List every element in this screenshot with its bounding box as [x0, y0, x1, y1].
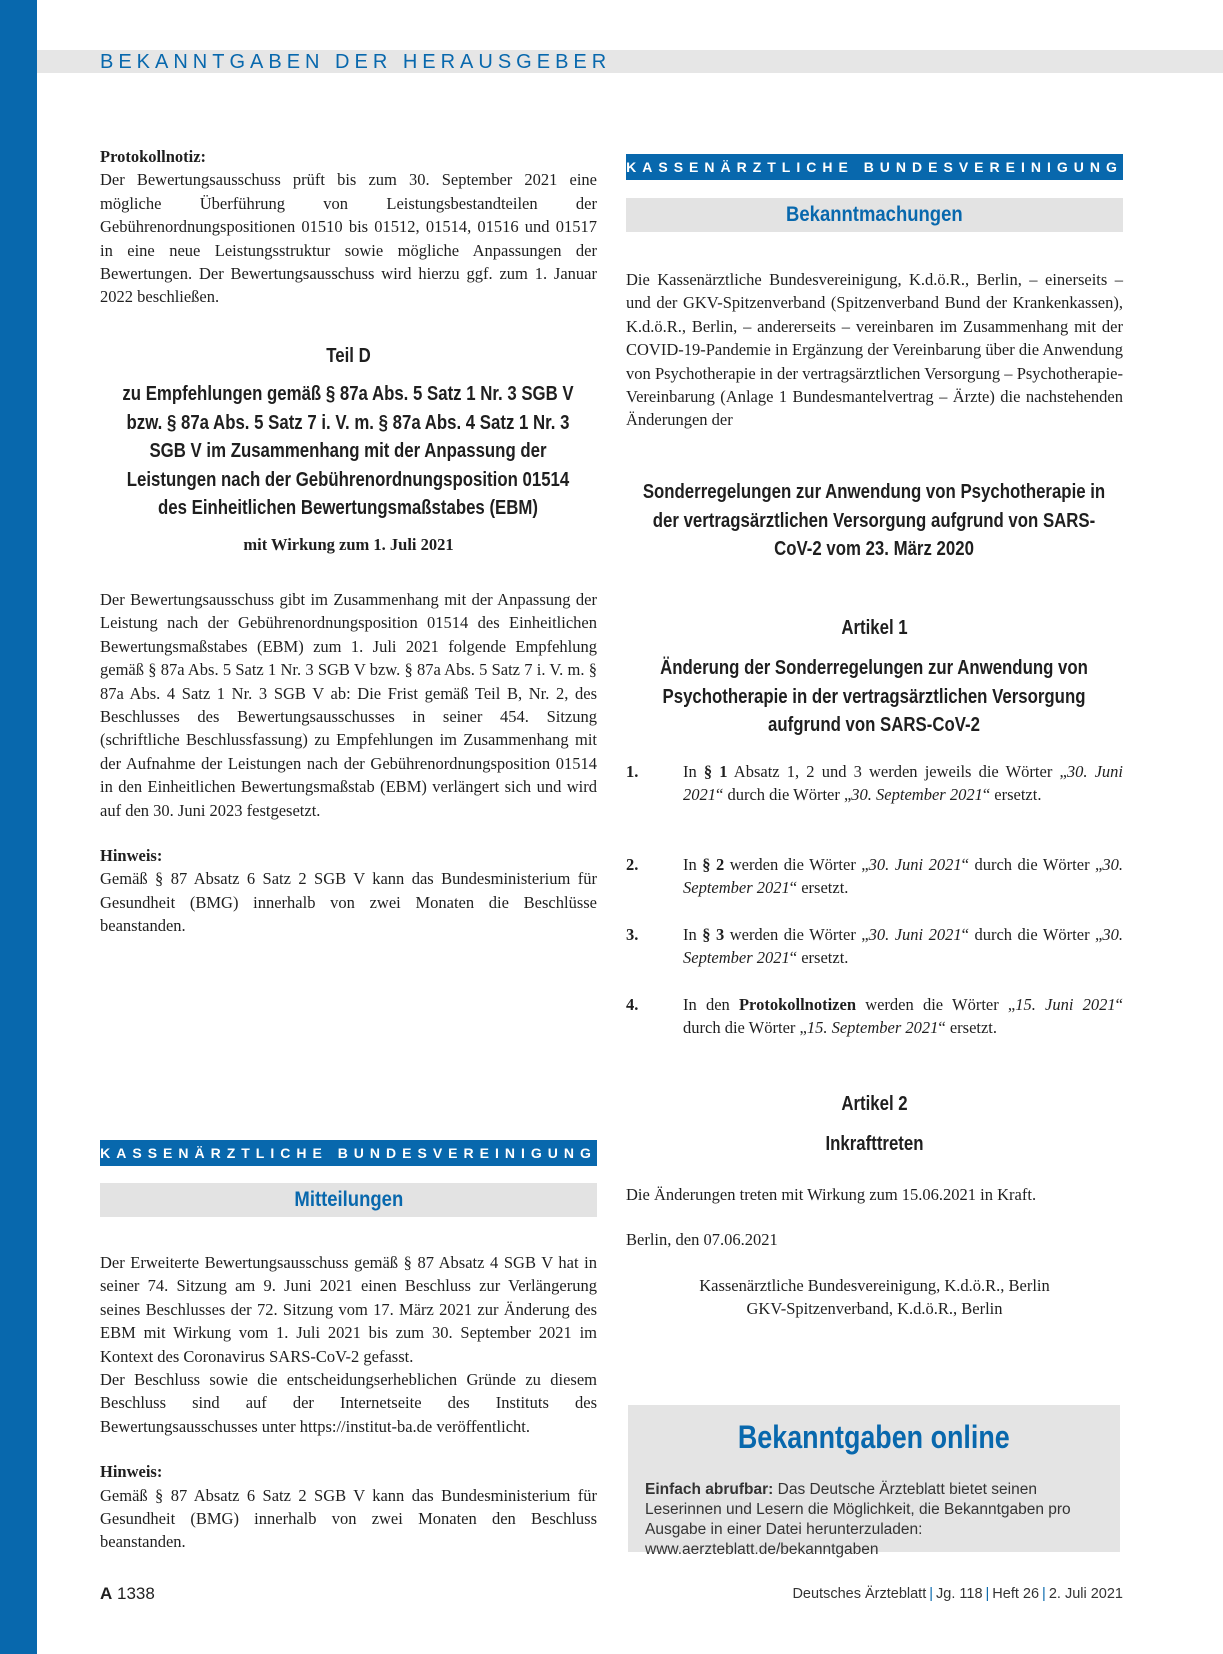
item-old-date: 30. Juni 2021	[868, 925, 962, 944]
online-box-title: Bekanntgaben online	[738, 1419, 1010, 1455]
artikel-2-label: Artikel 2	[841, 1093, 908, 1115]
item-text: “ ersetzt.	[938, 1018, 998, 1038]
online-box-body	[645, 1480, 1115, 1560]
item-text: “ durch die Wörter „	[961, 855, 1103, 874]
item-ref: § 2	[702, 855, 725, 874]
item-text: werden die Wörter „	[724, 925, 869, 944]
protokollnotiz-heading: Protokollnotiz:	[100, 147, 207, 166]
signatory-kbv: Kassenärztliche Bundesvereinigung, K.d.ö.R., Berlin	[699, 1275, 1050, 1295]
protokollnotiz-text: Der Bewertungsausschuss prüft bis zum 30. September 2021 eine mögliche Überführung von Leistungsbestandteilen der Gebührenordnungspositionen 01510 bis 01512, 01514, 01516 und 01517 in eine neue Leistungsstruktur sowie mögliche Anpassungen der Bewertungen. Der Bewertungsausschuss wird hierzu ggf. zum 1. Januar 2022 beschließen.	[100, 170, 597, 307]
artikel-1-title: Änderung der Sonderregelungen zur Anwendung von Psychotherapie in der vertragsärztlichen Versorgung aufgrund von SARS-CoV-2	[660, 657, 1088, 736]
journal-volume: Jg. 118	[936, 1586, 983, 1602]
mitteilungen-block	[100, 1251, 597, 1554]
item-text: In den	[683, 995, 739, 1014]
left-accent-bar	[0, 0, 37, 1654]
artikel-1-heading-block	[626, 614, 1123, 740]
item-old-date: 30. Juni 2021	[868, 855, 962, 874]
item-text: “ durch die Wörter „	[683, 995, 1123, 1038]
kbv-label-left: KASSENÄRZTLICHE BUNDESVEREINIGUNG	[100, 1140, 597, 1166]
hinweis-text: Gemäß § 87 Absatz 6 Satz 2 SGB V kann das Bundesministerium für Gesundheit (BMG) innerhalb von zwei Monaten den Beschluss beanstanden.	[100, 1485, 597, 1552]
item-old-date: 15. Juni 2021	[1015, 995, 1116, 1014]
signatory-gkv: GKV-Spitzenverband, K.d.ö.R., Berlin	[746, 1299, 1003, 1319]
item-text: “ durch die Wörter „	[961, 925, 1103, 944]
item-new-date: 30. September 2021	[683, 925, 1123, 968]
item-number: 1.	[626, 762, 639, 781]
online-box-title-wrap	[628, 1419, 1120, 1456]
item-text: “ durch die Wörter „	[716, 785, 852, 805]
item-ref: § 3	[702, 925, 725, 944]
place-date: Berlin, den 07.06.2021	[626, 1230, 778, 1250]
hinweis-heading: Hinweis:	[100, 1462, 163, 1482]
hinweis-heading: Hinweis:	[100, 846, 163, 866]
journal-issue: Heft 26	[992, 1586, 1040, 1602]
teil-d-body: Der Bewertungsausschuss gibt im Zusammenhang mit der Anpassung der Leistung nach der Gebührenordnungsposition 01514 des Einheitlichen Bewertungsmaßstabes (EBM) zum 1. Juli 2021 folgende Empfehlung gemäß § 87a Abs. 5 Satz 1 Nr. 3 SGB V bzw. § 87a Abs. 5 Satz 7 i. V. m. § 87a Abs. 4 Satz 1 Nr. 3 SGB V ab: Die Frist gemäß Teil B, Nr. 2, des Beschlusses des Bewertungsausschusses in seiner 454. Sitzung (schriftliche Beschlussfassung) zu Empfehlungen im Zusammenhang mit der Aufnahme der Leistungen nach der Gebührenordnungsposition 01514 in den Einheitlichen Bewertungsmaßstab (EBM) verlängert sich und wird auf den 30. Juni 2023 festgesetzt.	[100, 590, 597, 820]
item-number: 2.	[626, 855, 639, 874]
artikel-1-label: Artikel 1	[841, 617, 908, 639]
item-new-date: 30. September 2021	[851, 785, 983, 805]
artikel-2-title: Inkrafttreten	[825, 1133, 924, 1155]
item-number: 3.	[626, 925, 639, 944]
item-text: “ ersetzt.	[789, 948, 849, 968]
mitteilungen-paragraph-2: Der Beschluss sowie die entscheidungserheblichen Gründe zu diesem Beschluss sind auf der Internetseite des Instituts des Bewertungsausschusses unter https://institut-ba.de veröffentlicht.	[100, 1370, 597, 1436]
item-ref: Protokollnotizen	[738, 995, 856, 1014]
item-text: In	[683, 855, 703, 874]
section-title: BEKANNTGABEN DER HERAUSGEBER	[100, 51, 612, 73]
inkrafttreten-text: Die Änderungen treten mit Wirkung zum 15.06.2021 in Kraft.	[626, 1185, 1037, 1204]
mitteilungen-paragraph-1: Der Erweiterte Bewertungsausschuss gemäß § 87 Absatz 4 SGB V hat in seiner 74. Sitzung am 9. Juni 2021 einen Beschluss zur Verlängerung seines Beschlusses der 72. Sitzung vom 17. März 2021 zur Änderung des EBM mit Wirkung vom 1. Juli 2021 bis zum 30. September 2021 im Kontext des Coronavirus SARS-CoV-2 gefasst.	[100, 1253, 597, 1366]
item-text: In	[683, 925, 703, 944]
list-item	[626, 923, 1123, 970]
item-number: 4.	[626, 995, 639, 1014]
online-box-lead: Einfach abrufbar:	[645, 1481, 774, 1498]
item-text: In	[683, 762, 704, 781]
hinweis-text: Gemäß § 87 Absatz 6 Satz 2 SGB V kann das Bundesministerium für Gesundheit (BMG) innerhalb von zwei Monaten die Beschlüsse beanstanden.	[100, 869, 597, 936]
mitteilungen-title-bar	[100, 1183, 597, 1217]
online-box-text: Das Deutsche Ärzteblatt bietet seinen Leserinnen und Lesern die Möglichkeit, die Bekanntgaben pro Ausgabe in einer Datei herunterzuladen: www.aerzteblatt.de/bekanntgaben	[645, 1481, 1071, 1558]
teil-d-title: Teil D	[326, 345, 371, 367]
item-old-date: 30. Juni 2021	[683, 762, 1123, 805]
mitteilungen-title: Mitteilungen	[294, 1188, 403, 1211]
list-item	[626, 993, 1123, 1040]
inkrafttreten-block	[626, 1183, 1123, 1321]
online-box	[628, 1405, 1120, 1558]
teil-d-effective: mit Wirkung zum 1. Juli 2021	[243, 534, 454, 554]
item-new-date: 30. September 2021	[683, 855, 1123, 898]
item-new-date: 15. September 2021	[806, 1018, 939, 1038]
bekanntmachungen-title-bar	[626, 198, 1123, 232]
protokollnotiz-block	[100, 145, 597, 309]
artikel-2-heading-block	[626, 1090, 1123, 1158]
item-text: werden die Wörter „	[856, 995, 1016, 1014]
item-ref: § 1	[703, 762, 728, 781]
sonderregelungen-title: Sonderregelungen zur Anwendung von Psychotherapie in der vertragsärztlichen Versorgung aufgrund von SARS-CoV-2 vom 23. März 2020	[642, 481, 1106, 560]
kbv-label-right: KASSENÄRZTLICHE BUNDESVEREINIGUNG	[626, 154, 1123, 180]
page-number-value: 1338	[117, 1584, 155, 1603]
item-text: werden die Wörter „	[724, 855, 869, 874]
sonderregelungen-title-block	[626, 478, 1123, 564]
item-text: Absatz 1, 2 und 3 werden jeweils die Wörter „	[727, 762, 1067, 781]
journal-date: 2. Juli 2021	[1048, 1586, 1123, 1602]
page-number	[100, 1584, 155, 1604]
journal-name: Deutsches Ärzteblatt	[792, 1586, 927, 1602]
intro-text: Die Kassenärztliche Bundesvereinigung, K.d.ö.R., Berlin, – einerseits – und der GKV-Spitzenverband (Spitzenverband Bund der Krankenkassen), K.d.ö.R., Berlin, – andererseits – vereinbaren im Zusammenhang mit der COVID-19-Pandemie in Ergänzung der Vereinbarung über die Anwendung von Psychotherapie in der vertragsärztlichen Versorgung – Psychotherapie-Vereinbarung (Anlage 1 Bundesmantelvertrag – Ärzte) die nachstehenden Änderungen der	[626, 270, 1123, 430]
page-prefix: A	[100, 1584, 113, 1603]
item-text: “ ersetzt.	[789, 878, 849, 898]
journal-info: Deutsches Ärzteblatt | Jg. 118 | Heft 26 | 2. Juli 2021	[792, 1586, 1123, 1602]
teil-d-body-block	[100, 588, 597, 938]
bekanntmachungen-title: Bekanntmachungen	[786, 203, 963, 226]
teil-d-heading-block	[100, 342, 597, 556]
teil-d-subtitle: zu Empfehlungen gemäß § 87a Abs. 5 Satz 1 Nr. 3 SGB V bzw. § 87a Abs. 5 Satz 7 i. V. m. § 87a Abs. 4 Satz 1 Nr. 3 SGB V im Zusammenhang mit der Anpassung der Leistungen nach der Gebührenordnungsposition 01514 des Einheitlichen Bewertungsmaßstabes (EBM)	[122, 383, 574, 519]
list-item	[626, 853, 1123, 900]
item-text: “ ersetzt.	[982, 785, 1042, 805]
intro-block	[626, 268, 1123, 432]
list-item	[626, 760, 1123, 807]
